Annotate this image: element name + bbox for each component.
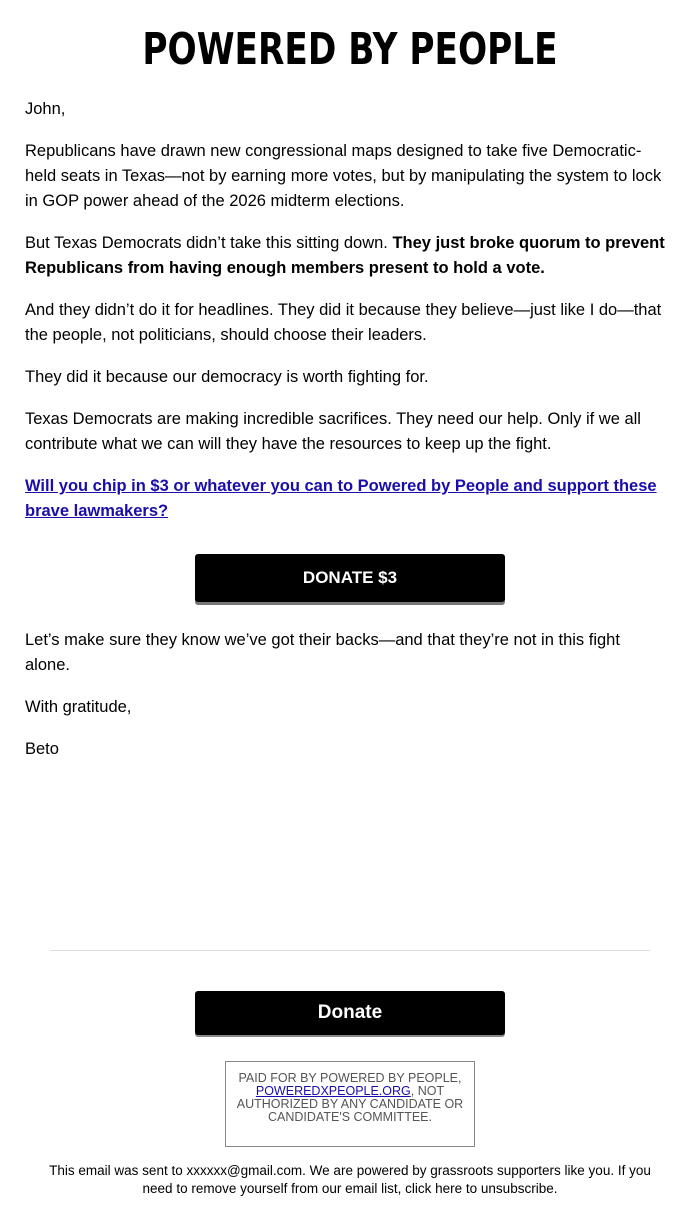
- paid-for-start: PAID FOR BY POWERED BY PEOPLE,: [238, 1071, 462, 1085]
- paragraph-quorum-bold: They just broke quorum to prevent Republicans from having enough members present to hold a vote.: [25, 234, 665, 277]
- donate-3-button[interactable]: DONATE $3: [195, 554, 505, 602]
- logo-text: POWERED BY PEOPLE: [142, 24, 558, 75]
- divider: [50, 950, 650, 951]
- paragraph-quorum: [25, 231, 665, 281]
- cta-paragraph: [25, 474, 665, 524]
- email-body: [25, 97, 665, 541]
- signoff: With gratitude,: [25, 698, 132, 716]
- greeting: John,: [25, 100, 66, 118]
- paragraph-maps: Republicans have drawn new congressional maps designed to take five Democratic-held seats in Texas—not by earning more votes, but by manipulating the system to lock in GOP power ahead of the 2026 midterm elections.: [25, 142, 662, 210]
- website-link[interactable]: POWEREDXPEOPLE.ORG: [255, 1084, 411, 1098]
- paragraph-backs: Let’s make sure they know we’ve got their backs—and that they’re not in this fight alone.: [25, 631, 620, 674]
- paid-for-end: , NOT AUTHORIZED BY ANY CANDIDATE OR CANDIDATE'S COMMITTEE.: [236, 1084, 464, 1124]
- cta-link[interactable]: Will you chip in $3 or whatever you can to Powered by People and support these brave lawmakers?: [25, 477, 657, 520]
- paragraph-quorum-start: But Texas Democrats didn’t take this sitting down.: [25, 234, 393, 252]
- paid-for-box: [225, 1061, 475, 1147]
- donate-button[interactable]: Donate: [195, 991, 505, 1035]
- paragraph-sacrifices: Texas Democrats are making incredible sacrifices. They need our help. Only if we all contribute what we can will they have the resources to keep up the fight.: [25, 410, 641, 453]
- footer-disclaimer: This email was sent to xxxxxx@gmail.com. We are powered by grassroots supporters like you. If you need to remove yourself from our email list, click here to unsubscribe.: [49, 1163, 651, 1196]
- email-body-closing: [25, 628, 665, 779]
- paragraph-headlines: And they didn’t do it for headlines. They did it because they believe—just like I do—that the people, not politicians, should choose their leaders.: [25, 301, 662, 344]
- signature: Beto: [25, 740, 59, 758]
- paragraph-democracy: They did it because our democracy is worth fighting for.: [25, 368, 429, 386]
